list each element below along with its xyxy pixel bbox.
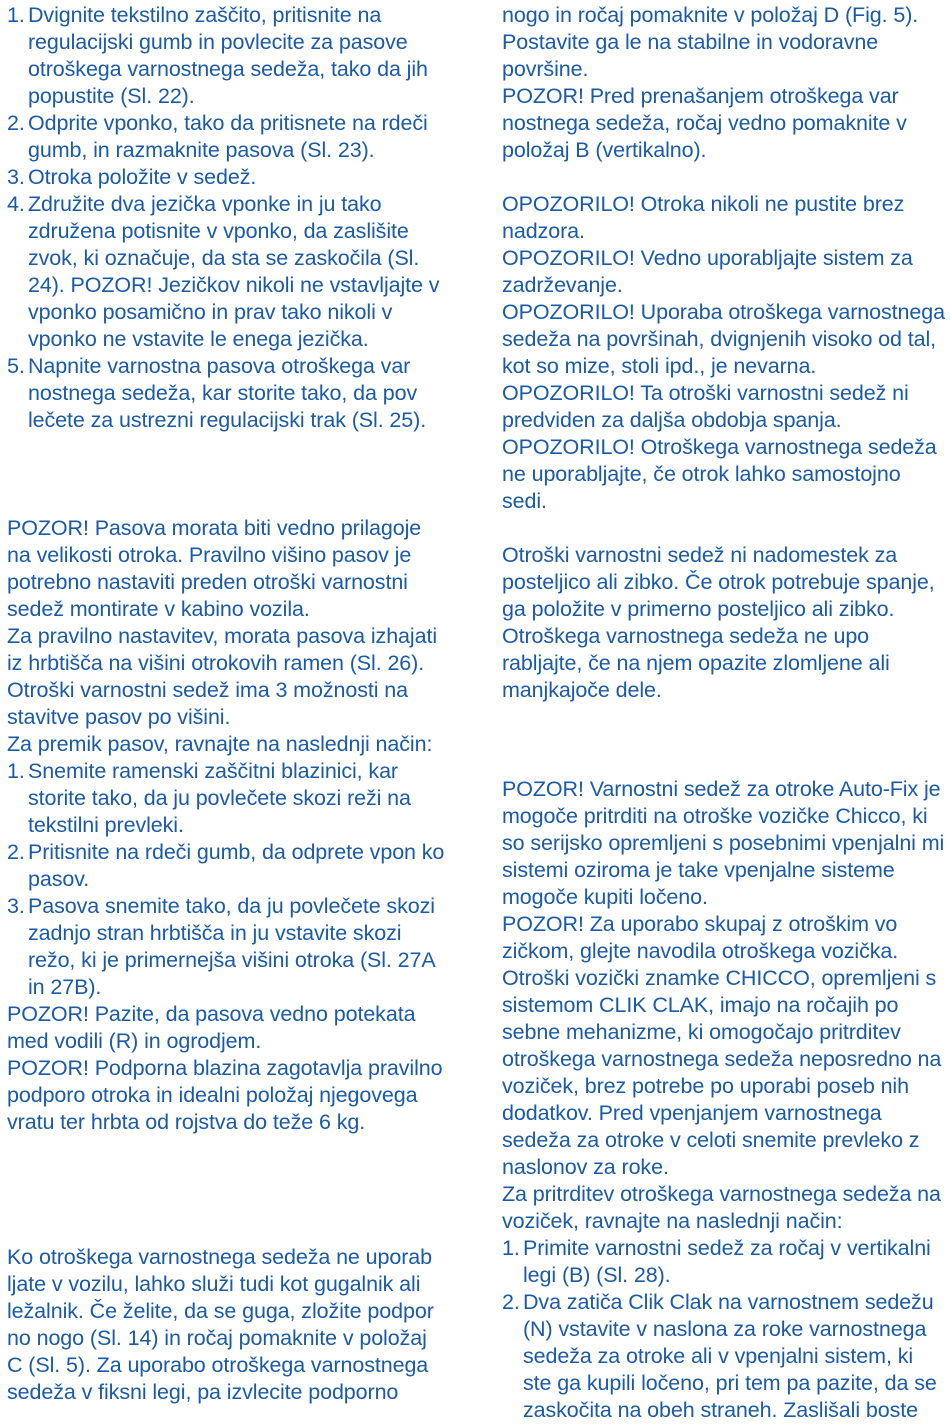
paragraph: Otroški varnostni sedež ni nadomestek za posteljico ali zibko. Če otrok potrebuje spanje, ga položite v primerno posteljico ali zibko. [502, 543, 935, 621]
list-item-text: Otroka položite v sedež. [28, 165, 257, 189]
paragraph: POZOR! Pasova morata biti vedno prilagoje na velikosti otroka. Pravilno višino pasov je potrebno nastaviti preden otroški varnostni sedež montirate v kabino vozila. [7, 516, 422, 621]
strap-steps-list [7, 2, 447, 434]
list-item-number: 3. [7, 165, 25, 189]
paragraph: nogo in ročaj pomaknite v položaj D (Fig. 5). Postavite ga le na stabilne in vodoravne površine. [502, 3, 919, 81]
left-column [7, 2, 447, 1406]
list-item [7, 164, 447, 191]
strap-adjust-paragraphs [7, 515, 447, 758]
list-item-text: Pritisnite na rdeči gumb, da odprete vpon ko pasov. [28, 840, 445, 891]
list-item [7, 2, 447, 110]
list-item [7, 191, 447, 353]
paragraph: Otroškega varnostnega sedeža ne upo rabljajte, če na njem opazite zlomljene ali manjkajoče dele. [502, 624, 890, 702]
list-item-number: 2. [502, 1290, 520, 1314]
paragraph: POZOR! Podporna blazina zagotavlja pravilno podporo otroka in idealni položaj njegovega vratu ter hrbta od rojstva do teže 6 kg. [7, 1056, 443, 1134]
list-item-text: Odprite vponko, tako da pritisnete na rdeči gumb, in razmaknite pasova (Sl. 23). [28, 111, 428, 162]
paragraph: Otroški vozički znamke CHICCO, opremljeni s sistemom CLIK CLAK, imajo na ročajih po sebne mehanizme, ki omogočajo pritrditev otroškega varnostnega sedeža neposredno na voziček, brez potrebe po uporabi poseb nih dodatkov. Pred vpenjanjem varnostnega sedeža za otroke v celoti snemite prevleko z naslonov za roke. [502, 966, 942, 1179]
list-item-text: Snemite ramenski zaščitni blazinici, kar storite tako, da ju povlečete skozi reži na tekstilni prevleki. [28, 759, 411, 837]
list-item-text: Združite dva jezička vponke in ju tako združena potisnite v vponko, da zaslišite zvok, ki označuje, da sta se zaskočila (Sl. 24). POZOR! Jezičkov nikoli ne vstavljajte v vponko posamično in prav tako nikoli v vponko ne vstavite le enega jezička. [28, 192, 440, 351]
list-item-number: 5. [7, 354, 25, 378]
list-item-text: Primite varnostni sedež za ročaj v vertikalni legi (B) (Sl. 28). [523, 1236, 931, 1287]
paragraph: Za pritrditev otroškega varnostnega sedeža na voziček, ravnajte na naslednji način: [502, 1182, 941, 1233]
list-item-number: 4. [7, 192, 25, 216]
list-item-number: 2. [7, 840, 25, 864]
list-item [7, 353, 447, 434]
paragraph: OPOZORILO! Ta otroški varnostni sedež ni predviden za daljša obdobja spanja. [502, 381, 909, 432]
list-item-number: 3. [7, 894, 25, 918]
strap-move-steps-list [7, 758, 447, 1001]
list-item [7, 110, 447, 164]
list-item-text: Dvignite tekstilno zaščito, pritisnite na regulacijski gumb in povlecite za pasove otroškega varnostnega sedeža, tako da jih popustite (Sl. 22). [28, 3, 428, 108]
list-item-text: Napnite varnostna pasova otroškega var nostnega sedeža, kar storite tako, da pov lečete za ustrezni regulacijski trak (Sl. 25). [28, 354, 427, 432]
right-column [502, 2, 946, 1424]
paragraph: POZOR! Pazite, da pasova vedno potekata med vodili (R) in ogrodjem. [7, 1002, 416, 1053]
list-item [502, 1289, 946, 1424]
stroller-steps-list [502, 1235, 946, 1424]
strap-warning-paragraphs [7, 1001, 447, 1136]
paragraph: OPOZORILO! Vedno uporabljajte sistem za zadrževanje. [502, 246, 913, 297]
cradle-paragraphs [502, 542, 946, 704]
list-item-text: Dva zatiča Clik Clak na varnostnem sedežu (N) vstavite v naslona za roke varnostnega sedeža za otroke ali v vpenjalni sistem, ki ste ga kupili ločeno, pri tem pa pazite, da se zaskočita na obeh straneh. Zaslišali boste [523, 1290, 937, 1422]
paragraph: POZOR! Za uporabo skupaj z otroškim vo zičkom, glejte navodila otroškega vozička. [502, 912, 899, 963]
paragraph: OPOZORILO! Uporaba otroškega varnostnega sedeža na površinah, dvignjenih visoko od tal, kot so mize, stoli ipd., je nevarna. [502, 300, 945, 378]
list-item [502, 1235, 946, 1289]
list-item-number: 1. [7, 3, 25, 27]
autofix-paragraphs [502, 776, 946, 1235]
list-item [7, 839, 447, 893]
list-item-text: Pasova snemite tako, da ju povlečete skozi zadnjo stran hrbtišča in ju vstavite skozi režo, ki je primernejša višini otroka (Sl. 27A in 27B). [28, 894, 435, 999]
warning-paragraphs [502, 191, 946, 515]
paragraph: Za pravilno nastavitev, morata pasova izhajati iz hrbtišča na višini otrokovih ramen (Sl. 26). [7, 624, 437, 675]
paragraph: POZOR! Varnostni sedež za otroke Auto-Fix je mogoče pritrditi na otroške vozičke Chicco, ki so serijsko opremljeni s posebnimi vpenjalni mi sistemi oziroma je take vpenjalne sisteme mogoče kupiti ločeno. [502, 777, 945, 909]
paragraph: OPOZORILO! Otroka nikoli ne pustite brez nadzora. [502, 192, 905, 243]
paragraph: OPOZORILO! Otroškega varnostnega sedeža ne uporabljajte, če otrok lahko samostojno sedi. [502, 435, 937, 513]
list-item [7, 893, 447, 1001]
paragraph: Za premik pasov, ravnajte na naslednji način: [7, 732, 433, 756]
list-item-number: 2. [7, 111, 25, 135]
list-item [7, 758, 447, 839]
paragraph: Otroški varnostni sedež ima 3 možnosti na stavitve pasov po višini. [7, 678, 408, 729]
list-item-number: 1. [7, 759, 25, 783]
handle-continuation-paragraphs [502, 2, 946, 164]
paragraph: POZOR! Pred prenašanjem otroškega var nostnega sedeža, ročaj vedno pomaknite v položaj B (vertikalno). [502, 84, 907, 162]
rocker-paragraph: Ko otroškega varnostnega sedeža ne uporab ljate v vozilu, lahko služi tudi kot gugalnik ali ležalnik. Če želite, da se guga, zložite podpor no nogo (Sl. 14) in ročaj pomaknite v položaj C (Sl. 5). Za uporabo otroškega varnostnega sedeža v fiksni legi, pa izvlecite podporno [7, 1245, 434, 1404]
list-item-number: 1. [502, 1236, 520, 1260]
